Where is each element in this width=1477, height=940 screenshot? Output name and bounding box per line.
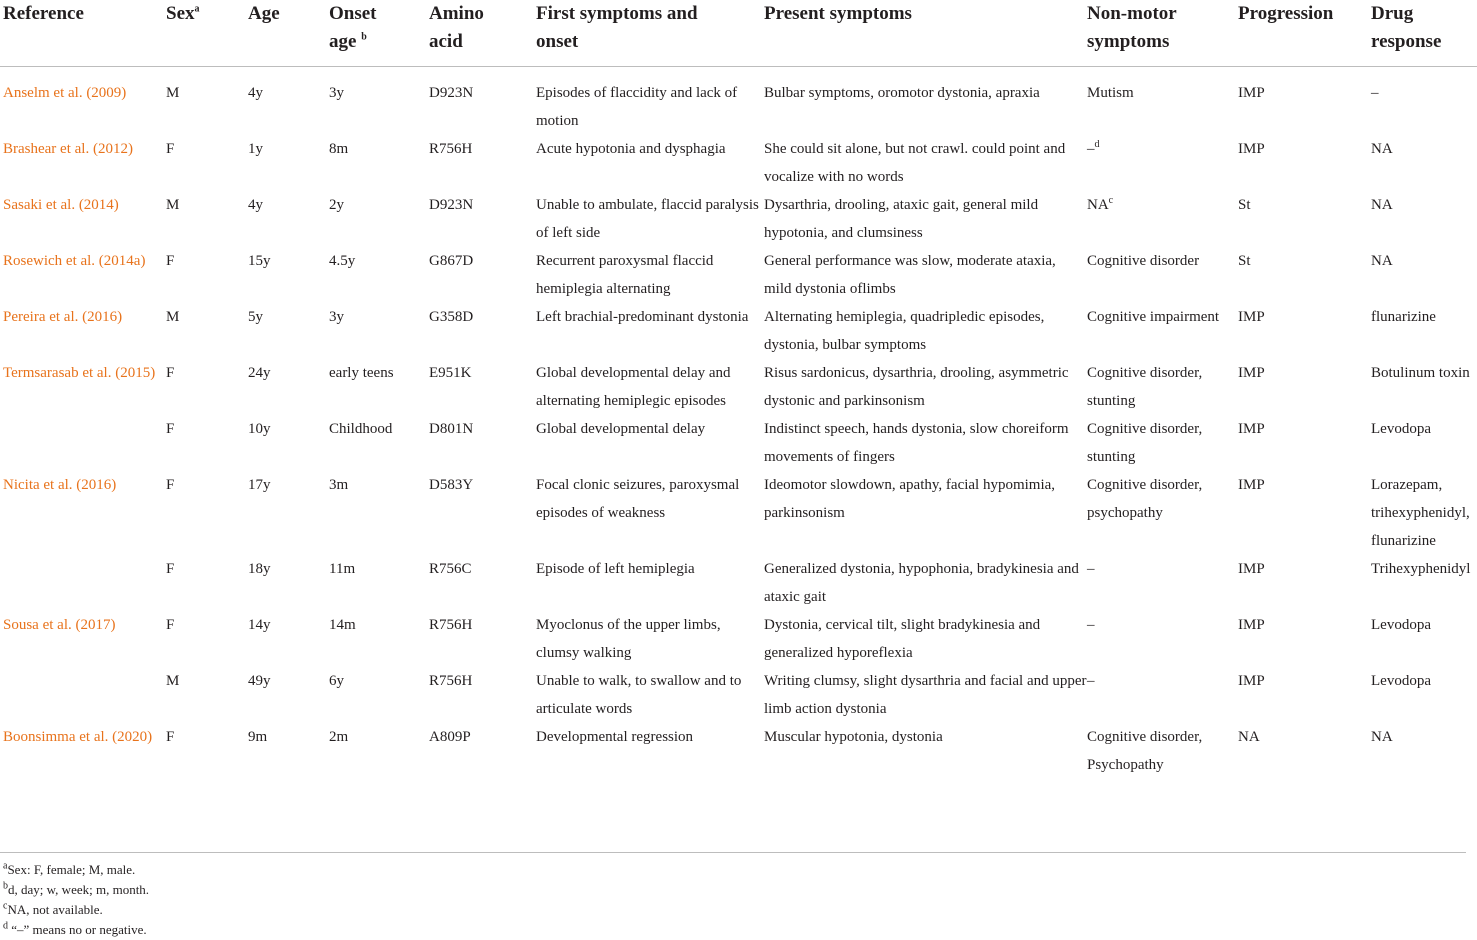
amino-acid-text: R756H [429, 617, 473, 633]
onset-age-text: 6y [329, 673, 344, 689]
cell-amino-acid [429, 303, 536, 359]
cell-drug-response [1371, 415, 1477, 471]
non-motor-symptoms-text: Cognitive disorder, psychopathy [1087, 477, 1203, 521]
first-symptoms-text: Acute hypotonia and dysphagia [536, 141, 726, 157]
cell-non-motor-symptoms [1087, 723, 1238, 779]
cell-amino-acid [429, 723, 536, 779]
cell-drug-response [1371, 67, 1477, 136]
col-header-first-symptoms: First symptoms and onset [536, 3, 698, 52]
cell-progression [1238, 415, 1371, 471]
cell-age [248, 67, 329, 136]
drug-response-text: Trihexyphenidyl [1371, 561, 1471, 577]
cell-amino-acid [429, 611, 536, 667]
cell-progression [1238, 471, 1371, 555]
reference-link[interactable]: Pereira et al. (2016) [3, 309, 123, 325]
progression-text: IMP [1238, 85, 1265, 101]
cell-age [248, 471, 329, 555]
cell-amino-acid [429, 135, 536, 191]
progression-text: IMP [1238, 617, 1265, 633]
footnote-marker: c [1108, 195, 1114, 206]
cell-first-symptoms [536, 415, 764, 471]
present-symptoms-text: Writing clumsy, slight dysarthria and facial and upper limb action dystonia [764, 673, 1087, 717]
sex-text: F [166, 365, 175, 381]
reference-link[interactable]: Boonsimma et al. (2020) [3, 729, 153, 745]
reference-link[interactable]: Anselm et al. (2009) [3, 85, 127, 101]
cell-present-symptoms [764, 723, 1087, 779]
cell-amino-acid [429, 359, 536, 415]
age-text: 14y [248, 617, 271, 633]
sex-text: M [166, 673, 180, 689]
footnote-mark: a [3, 860, 8, 872]
table-row [0, 191, 1477, 247]
progression-text: IMP [1238, 141, 1265, 157]
non-motor-symptoms-text: – [1087, 617, 1095, 633]
col-header-onset-age: Onset age $^b$ [329, 3, 377, 52]
cell-non-motor-symptoms [1087, 247, 1238, 303]
cell-present-symptoms [764, 471, 1087, 555]
cell-age [248, 247, 329, 303]
col-header-progression: Progression [1238, 3, 1334, 24]
drug-response-text: NA [1371, 197, 1393, 213]
non-motor-symptoms-text: Cognitive disorder, stunting [1087, 365, 1203, 409]
cell-present-symptoms [764, 555, 1087, 611]
col-header-sex: Sex$^a$ [166, 3, 200, 24]
col-header-amino-acid: Amino acid [429, 3, 484, 52]
cell-amino-acid [429, 667, 536, 723]
cell-first-symptoms [536, 723, 764, 779]
sex-text: F [166, 729, 175, 745]
progression-text: IMP [1238, 421, 1265, 437]
cell-onset-age [329, 415, 429, 471]
cell-present-symptoms [764, 135, 1087, 191]
footnote-mark: c [3, 900, 8, 912]
cell-non-motor-symptoms [1087, 359, 1238, 415]
onset-age-text: 11m [329, 561, 356, 577]
drug-response-text: NA [1371, 729, 1393, 745]
non-motor-symptoms-text: – [1087, 673, 1095, 689]
cell-drug-response [1371, 303, 1477, 359]
cell-progression [1238, 247, 1371, 303]
col-header-reference: Reference [3, 3, 84, 24]
table-row [0, 135, 1477, 191]
onset-age-text: 2y [329, 197, 344, 213]
cell-amino-acid [429, 67, 536, 136]
cell-present-symptoms [764, 359, 1087, 415]
col-header-present-symptoms: Present symptoms [764, 3, 912, 24]
cell-drug-response [1371, 135, 1477, 191]
present-symptoms-text: Risus sardonicus, dysarthria, drooling, asymmetric dystonic and parkinsonism [764, 365, 1069, 409]
first-symptoms-text: Episodes of flaccidity and lack of motion [536, 85, 738, 129]
cell-onset-age [329, 359, 429, 415]
cell-onset-age [329, 247, 429, 303]
cell-onset-age [329, 723, 429, 779]
cell-onset-age [329, 555, 429, 611]
non-motor-symptoms-text: Cognitive disorder, Psychopathy [1087, 729, 1203, 773]
cell-progression [1238, 191, 1371, 247]
first-symptoms-text: Myoclonus of the upper limbs, clumsy walking [536, 617, 721, 661]
cell-reference[interactable] [0, 359, 166, 415]
cell-non-motor-symptoms [1087, 135, 1238, 191]
footnote-marker: d [1094, 139, 1100, 150]
cell-first-symptoms [536, 135, 764, 191]
drug-response-text: Levodopa [1371, 617, 1431, 633]
onset-age-text: 4.5y [329, 253, 356, 269]
cell-sex [166, 303, 248, 359]
footnote-mark: d [3, 920, 8, 932]
first-symptoms-text: Left brachial-predominant dystonia [536, 309, 749, 325]
cell-present-symptoms [764, 667, 1087, 723]
cell-present-symptoms [764, 67, 1087, 136]
cell-age [248, 555, 329, 611]
cell-age [248, 135, 329, 191]
cell-present-symptoms [764, 247, 1087, 303]
cell-reference [0, 415, 166, 471]
first-symptoms-text: Unable to ambulate, flaccid paralysis of left side [536, 197, 759, 241]
cell-sex [166, 135, 248, 191]
present-symptoms-text: Dystonia, cervical tilt, slight bradykinesia and generalized hyporeflexia [764, 617, 1041, 661]
age-text: 17y [248, 477, 271, 493]
age-text: 5y [248, 309, 263, 325]
cell-amino-acid [429, 471, 536, 555]
cell-non-motor-symptoms [1087, 611, 1238, 667]
cell-drug-response [1371, 555, 1477, 611]
drug-response-text: Botulinum toxin [1371, 365, 1470, 381]
drug-response-text: NA [1371, 253, 1393, 269]
cell-sex [166, 667, 248, 723]
cell-age [248, 303, 329, 359]
cell-progression [1238, 359, 1371, 415]
onset-age-text: Childhood [329, 421, 393, 437]
table-body [0, 67, 1477, 780]
sex-text: M [166, 309, 180, 325]
progression-text: St [1238, 253, 1251, 269]
first-symptoms-text: Unable to walk, to swallow and to articulate words [536, 673, 742, 717]
cell-age [248, 191, 329, 247]
sex-text: F [166, 141, 175, 157]
age-text: 49y [248, 673, 271, 689]
age-text: 10y [248, 421, 271, 437]
sex-text: M [166, 197, 180, 213]
first-symptoms-text: Recurrent paroxysmal flaccid hemiplegia alternating [536, 253, 714, 297]
cell-sex [166, 67, 248, 136]
cell-drug-response [1371, 247, 1477, 303]
present-symptoms-text: Indistinct speech, hands dystonia, slow choreiform movements of fingers [764, 421, 1069, 465]
present-symptoms-text: Bulbar symptoms, oromotor dystonia, apraxia [764, 85, 1040, 101]
progression-text: IMP [1238, 365, 1265, 381]
cell-age [248, 359, 329, 415]
cell-first-symptoms [536, 67, 764, 136]
cell-drug-response [1371, 723, 1477, 779]
reference-link[interactable]: Sousa et al. (2017) [3, 617, 116, 633]
amino-acid-text: G358D [429, 309, 474, 325]
first-symptoms-text: Episode of left hemiplegia [536, 561, 695, 577]
non-motor-symptoms-text: Cognitive impairment [1087, 309, 1220, 325]
onset-age-text: 14m [329, 617, 356, 633]
amino-acid-text: R756C [429, 561, 472, 577]
cell-reference[interactable] [0, 723, 166, 779]
footnote [3, 900, 149, 920]
cell-reference[interactable] [0, 471, 166, 555]
reference-link[interactable]: Brashear et al. (2012) [3, 141, 133, 157]
present-symptoms-text: She could sit alone, but not crawl. could point and vocalize with no words [764, 141, 1066, 185]
onset-age-text: early teens [329, 365, 394, 381]
cell-age [248, 611, 329, 667]
reference-link[interactable]: Termsarasab et al. (2015) [3, 365, 156, 381]
footnote-text: Sex: F, female; M, male. [7, 862, 136, 877]
col-header-non-motor: Non-motor symptoms [1087, 3, 1177, 52]
table-row [0, 359, 1477, 415]
table-row [0, 67, 1477, 136]
age-text: 15y [248, 253, 271, 269]
col-header-drug-response: Drug response [1371, 3, 1442, 52]
sex-text: F [166, 617, 175, 633]
sex-text: F [166, 561, 175, 577]
onset-age-text: 3y [329, 85, 344, 101]
cell-non-motor-symptoms [1087, 471, 1238, 555]
cell-onset-age [329, 667, 429, 723]
first-symptoms-text: Global developmental delay and alternating hemiplegic episodes [536, 365, 731, 409]
cell-onset-age [329, 303, 429, 359]
cell-non-motor-symptoms [1087, 303, 1238, 359]
amino-acid-text: R756H [429, 141, 473, 157]
cell-reference[interactable] [0, 135, 166, 191]
drug-response-text: – [1371, 85, 1379, 101]
amino-acid-text: R756H [429, 673, 473, 689]
cell-onset-age [329, 471, 429, 555]
progression-text: St [1238, 197, 1251, 213]
cell-amino-acid [429, 191, 536, 247]
first-symptoms-text: Focal clonic seizures, paroxysmal episodes of weakness [536, 477, 740, 521]
cell-first-symptoms [536, 247, 764, 303]
reference-link[interactable]: Rosewich et al. (2014a) [3, 253, 146, 269]
drug-response-text: Lorazepam, trihexyphenidyl, flunarizine [1371, 477, 1470, 549]
cell-drug-response [1371, 471, 1477, 555]
cell-drug-response [1371, 611, 1477, 667]
cell-amino-acid [429, 247, 536, 303]
cell-non-motor-symptoms [1087, 67, 1238, 136]
age-text: 4y [248, 197, 263, 213]
cell-sex [166, 359, 248, 415]
footnotes [3, 860, 149, 940]
table-row [0, 471, 1477, 555]
table-row [0, 555, 1477, 611]
non-motor-symptoms-text: Mutism [1087, 85, 1134, 101]
cell-age [248, 723, 329, 779]
cell-progression [1238, 303, 1371, 359]
progression-text: IMP [1238, 673, 1265, 689]
cell-sex [166, 723, 248, 779]
cell-onset-age [329, 67, 429, 136]
amino-acid-text: D923N [429, 197, 474, 213]
amino-acid-text: G867D [429, 253, 474, 269]
cell-progression [1238, 135, 1371, 191]
sex-text: F [166, 253, 175, 269]
footnote [3, 860, 149, 880]
cell-progression [1238, 555, 1371, 611]
present-symptoms-text: Dysarthria, drooling, ataxic gait, general mild hypotonia, and clumsiness [764, 197, 1039, 241]
non-motor-symptoms-text: – [1087, 561, 1095, 577]
present-symptoms-text: Generalized dystonia, hypophonia, bradykinesia and ataxic gait [764, 561, 1079, 605]
age-text: 9m [248, 729, 268, 745]
cell-first-symptoms [536, 471, 764, 555]
cell-progression [1238, 611, 1371, 667]
cell-reference [0, 555, 166, 611]
footnote-text: d, day; w, week; m, month. [8, 882, 150, 897]
table-row [0, 611, 1477, 667]
cell-sex [166, 191, 248, 247]
cell-reference [0, 667, 166, 723]
cell-first-symptoms [536, 667, 764, 723]
progression-text: NA [1238, 729, 1260, 745]
non-motor-symptoms-text: Cognitive disorder, stunting [1087, 421, 1203, 465]
cell-non-motor-symptoms [1087, 191, 1238, 247]
cell-sex [166, 611, 248, 667]
cell-age [248, 415, 329, 471]
cell-progression [1238, 723, 1371, 779]
onset-age-text: 2m [329, 729, 349, 745]
footnote-mark: b [3, 880, 8, 892]
onset-age-text: 3y [329, 309, 344, 325]
first-symptoms-text: Developmental regression [536, 729, 694, 745]
reference-link[interactable]: Nicita et al. (2016) [3, 477, 117, 493]
cell-age [248, 667, 329, 723]
progression-text: IMP [1238, 561, 1265, 577]
cell-drug-response [1371, 667, 1477, 723]
present-symptoms-text: General performance was slow, moderate ataxia, mild dystonia oflimbs [764, 253, 1056, 297]
sex-text: M [166, 85, 180, 101]
cell-sex [166, 247, 248, 303]
cell-first-symptoms [536, 359, 764, 415]
cell-progression [1238, 667, 1371, 723]
age-text: 4y [248, 85, 263, 101]
table-row [0, 723, 1477, 779]
cell-present-symptoms [764, 191, 1087, 247]
non-motor-symptoms-text: – [1087, 141, 1095, 157]
amino-acid-text: D923N [429, 85, 474, 101]
cell-drug-response [1371, 359, 1477, 415]
age-text: 18y [248, 561, 271, 577]
sex-text: F [166, 477, 175, 493]
cell-present-symptoms [764, 611, 1087, 667]
cell-reference[interactable] [0, 191, 166, 247]
reference-link[interactable]: Sasaki et al. (2014) [3, 197, 119, 213]
onset-age-text: 3m [329, 477, 349, 493]
non-motor-symptoms-text: NA [1087, 197, 1109, 213]
amino-acid-text: D583Y [429, 477, 474, 493]
cell-present-symptoms [764, 415, 1087, 471]
amino-acid-text: A809P [429, 729, 471, 745]
present-symptoms-text: Alternating hemiplegia, quadripledic episodes, dystonia, bulbar symptoms [764, 309, 1045, 353]
first-symptoms-text: Global developmental delay [536, 421, 706, 437]
age-text: 24y [248, 365, 271, 381]
table-row [0, 303, 1477, 359]
sex-text: F [166, 421, 175, 437]
progression-text: IMP [1238, 477, 1265, 493]
footnote-text: “–” means no or negative. [8, 922, 147, 937]
progression-text: IMP [1238, 309, 1265, 325]
cell-non-motor-symptoms [1087, 415, 1238, 471]
cell-reference[interactable] [0, 67, 166, 136]
cell-progression [1238, 67, 1371, 136]
cell-first-symptoms [536, 191, 764, 247]
cell-onset-age [329, 191, 429, 247]
cell-reference[interactable] [0, 303, 166, 359]
cell-first-symptoms [536, 555, 764, 611]
drug-response-text: NA [1371, 141, 1393, 157]
onset-age-text: 8m [329, 141, 349, 157]
drug-response-text: flunarizine [1371, 309, 1436, 325]
drug-response-text: Levodopa [1371, 673, 1431, 689]
table-bottom-rule [0, 852, 1466, 853]
amino-acid-text: E951K [429, 365, 472, 381]
cell-onset-age [329, 611, 429, 667]
cell-first-symptoms [536, 611, 764, 667]
age-text: 1y [248, 141, 263, 157]
cell-reference[interactable] [0, 611, 166, 667]
cell-drug-response [1371, 191, 1477, 247]
cell-amino-acid [429, 555, 536, 611]
table-row [0, 415, 1477, 471]
cell-sex [166, 415, 248, 471]
table-row [0, 667, 1477, 723]
cell-first-symptoms [536, 303, 764, 359]
cell-present-symptoms [764, 303, 1087, 359]
present-symptoms-text: Muscular hypotonia, dystonia [764, 729, 943, 745]
footnote [3, 880, 149, 900]
amino-acid-text: D801N [429, 421, 474, 437]
cell-onset-age [329, 135, 429, 191]
cell-sex [166, 471, 248, 555]
present-symptoms-text: Ideomotor slowdown, apathy, facial hypomimia, parkinsonism [764, 477, 1056, 521]
cell-non-motor-symptoms [1087, 667, 1238, 723]
footnote-text: NA, not available. [7, 902, 103, 917]
cell-non-motor-symptoms [1087, 555, 1238, 611]
table-row [0, 247, 1477, 303]
col-header-age: Age [248, 3, 280, 24]
cell-sex [166, 555, 248, 611]
header-row [0, 0, 1477, 67]
footnote [3, 920, 149, 940]
cell-reference[interactable] [0, 247, 166, 303]
drug-response-text: Levodopa [1371, 421, 1431, 437]
cell-amino-acid [429, 415, 536, 471]
non-motor-symptoms-text: Cognitive disorder [1087, 253, 1200, 269]
